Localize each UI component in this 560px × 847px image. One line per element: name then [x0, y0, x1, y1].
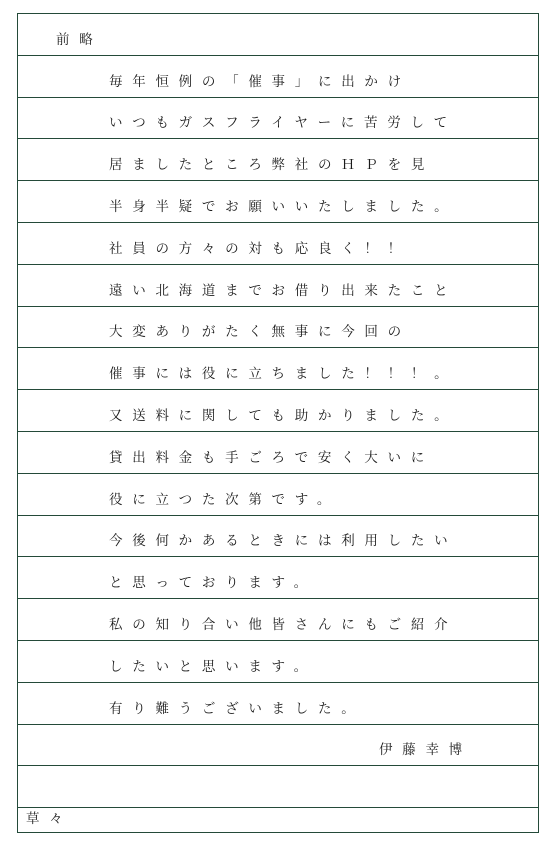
- letter-line: 催事には役に立ちました！！！。: [109, 366, 458, 383]
- ruled-line: [18, 516, 538, 558]
- ruled-line: [18, 557, 538, 599]
- letter-line: 私の知り合い他皆さんにもご紹介: [109, 616, 458, 633]
- ruled-line: [18, 98, 538, 140]
- letter-line: 役に立つた次第です。: [109, 491, 341, 508]
- letter-line: 居ましたところ弊社のＨＰを見: [109, 157, 435, 174]
- ruled-line: [18, 139, 538, 181]
- ruled-line-blank: [18, 766, 538, 808]
- ruled-line: [18, 181, 538, 223]
- ruled-line: [18, 474, 538, 516]
- letter-line: 有り難うございました。: [109, 700, 365, 717]
- ruled-line-greeting: [18, 14, 538, 56]
- letter-line: 半身半疑でお願いいたしました。: [109, 198, 458, 215]
- closing: 草々: [26, 811, 73, 828]
- ruled-line: [18, 265, 538, 307]
- ruled-line: [18, 599, 538, 641]
- letter-line: 貸出料金も手ごろで安く大いに: [109, 449, 434, 466]
- letter-line: 社員の方々の対も応良く！！: [109, 240, 411, 257]
- ruled-line: [18, 683, 538, 725]
- letter-line: 毎年恒例の「催事」に出かけ: [109, 73, 411, 90]
- ruled-line: [18, 390, 538, 432]
- letter-line: したいと思います。: [109, 658, 317, 675]
- letter-line: と思っております。: [109, 575, 317, 592]
- ruled-line: [18, 432, 538, 474]
- letter-line: 大変ありがたく無事に今回の: [109, 324, 411, 341]
- ruled-line-signature: [18, 725, 538, 767]
- greeting: 前略: [56, 31, 103, 48]
- letter-line: 又送料に関しても助かりました。: [109, 407, 458, 424]
- letter-line: 今後何かあるときには利用したい: [109, 533, 458, 550]
- letter-sheet: [17, 13, 539, 833]
- letter-line: いつもガスフライヤーに苦労して: [109, 115, 457, 132]
- letter-line: 遠い北海道までお借り出来たこと: [109, 282, 458, 299]
- ruled-line: [18, 307, 538, 349]
- ruled-line: [18, 641, 538, 683]
- ruled-line: [18, 56, 538, 98]
- signature: 伊藤幸博: [379, 742, 472, 759]
- ruled-line: [18, 223, 538, 265]
- ruled-line: [18, 348, 538, 390]
- ruled-line-closing: [18, 808, 538, 831]
